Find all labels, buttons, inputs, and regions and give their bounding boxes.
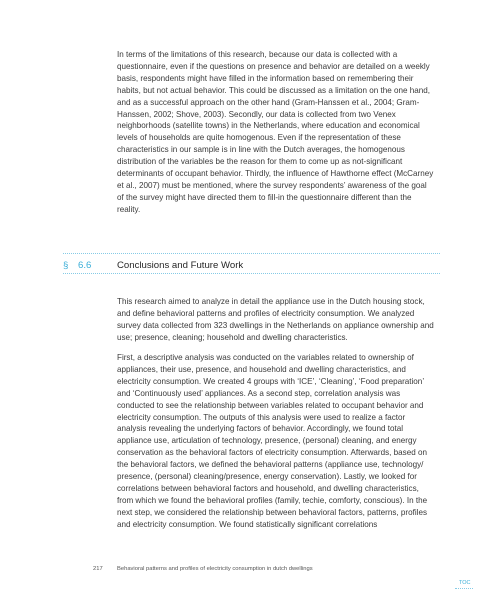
divider-dotted-bottom (63, 273, 440, 274)
page-number: 217 (93, 566, 103, 572)
toc-underline (455, 588, 473, 589)
section-title: Conclusions and Future Work (117, 260, 244, 271)
body-paragraph-aim: This research aimed to analyze in detail the appliance use in the Dutch housing stock, and define behavioral patterns and profiles of electricity consumption. We analyzed survey data collected from 323 dwellings in the Netherlands on appliance ownership and use; presence, cleaning; household and dwelling characteristics. (117, 297, 434, 342)
divider-dotted-top (63, 253, 440, 254)
toc-link[interactable]: TOC (459, 580, 471, 586)
body-paragraph-method: First, a descriptive analysis was conducted on the variables related to ownership of appliances, their use, presence, and household and dwelling characteristics, and electricity consumption. We created 4 groups with ‘ICE’, ‘Cleaning’, ‘Food preparation’ and ‘Continuously used’ appliances. As a second step, correlation analysis was conducted to see the relationship between variables related to occupant behavior and electricity consumption. The outputs of this analysis were used to realize a factor analysis revealing the underlying factors of behavior. Accordingly, we found total appliance use, articulation of technology, presence, (personal) cleaning, and energy conservation as the behavioral factors of electricity consumption. Afterwards, based on the behavioral factors, we defined the behavioral patterns (appliance use, technology/ presence, (personal) cleaning/presence, energy conservation). Lastly, we looked for correlations between behavioral factors and household, and dwelling characteristics, from which we found the behavioral profiles (family, techie, comforty, conscious). In the next step, we considered the relationship between behavioral factors, patterns, profiles and electricity consumption. We found statistically significant correlations (117, 353, 428, 529)
body-paragraph-limitations: In terms of the limitations of this research, because our data is collected with a questionnaire, even if the questions on presence and behavior are detailed on a weekly basis, respondents might have filled in the information based on remembering their habits, but not actual behavior. This could be discussed as a limitation on the one hand, and as a successful approach on the other hand (Gram-Hanssen et al., 2004; Gram-Hanssen, 2002; Shove, 2003). Secondly, our data is collected from two Venex neighborhoods (satellite towns) in the Netherlands, where education and economical levels of households are quite homogenous. Even if the representation of these characteristics in our sample is in line with the Dutch averages, the homogenous distribution of the variables be the reason for them to come up as not-significant determinants of occupant behavior. Thirdly, the influence of Hawthorne effect (McCarney et al., 2007) must be mentioned, where the survey respondents’ awareness of the goal of the survey might have directed them to fill-in the questionnaire different than the reality. (117, 50, 434, 214)
running-title: Behavioral patterns and profiles of electricity consumption in dutch dwellings (117, 566, 313, 572)
section-heading (63, 260, 440, 274)
page-footer (93, 566, 313, 572)
section-number: 6.6 (78, 260, 92, 271)
section-mark: § (63, 260, 69, 271)
